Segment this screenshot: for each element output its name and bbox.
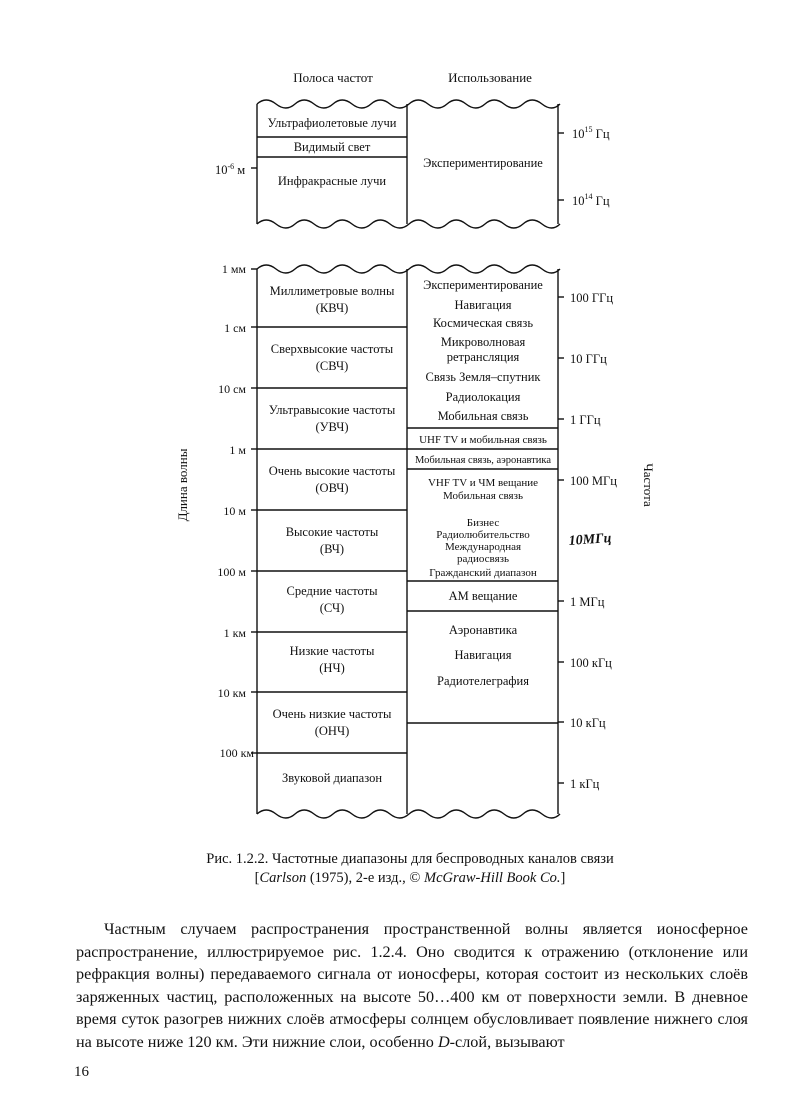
frequency-1e15hz: $10^{15}$ Гц bbox=[572, 125, 610, 141]
usage-item: Мобильная связь bbox=[443, 490, 523, 502]
wavelength-label: 10 км bbox=[217, 686, 246, 700]
usage-labels bbox=[415, 278, 551, 688]
band-ultraviolet: Ультрафиолетовые лучи bbox=[267, 116, 397, 130]
band-vlf: Очень низкие частоты (ОНЧ) bbox=[272, 707, 392, 738]
band-audio: Звуковой диапазон bbox=[281, 771, 383, 785]
usage-item: Навигация bbox=[454, 648, 512, 662]
usage-experimentation-optical: Экспериментирование bbox=[423, 156, 543, 170]
usage-item: Навигация bbox=[454, 298, 512, 312]
caption-publisher: McGraw-Hill Book Co. bbox=[424, 870, 561, 886]
body-paragraph: Частным случаем распространения пространственной волны является ионосферное распространение, иллюстрируемое рис. 1.2.4. Оно сводится к отражению (отклонение или рефракция волны) передаваемого сигнала от ионосферы, которая состоит из нескольких слоёв заряженных частиц, расположенных на высоте 50…400 км от поверхности земли. В дневное время суток разогрев нижних слоёв атмосферы солнцем обусловливает появление нижнего слоя на высоте ниже 120 км. Эти нижние слои, особенно D-слой, вызывают bbox=[76, 920, 748, 1051]
wavelength-label: 1 м bbox=[229, 443, 246, 457]
band-mf: Средние частоты (СЧ) bbox=[286, 584, 378, 615]
band-lf: Низкие частоты (НЧ) bbox=[289, 644, 375, 675]
wavelength-label: 100 км bbox=[219, 746, 254, 760]
frequency-label: 100 МГц bbox=[570, 474, 617, 488]
frequency-label: 100 ГГц bbox=[570, 291, 614, 305]
usage-column-header: Использование bbox=[448, 70, 532, 85]
usage-item: Аэронавтика bbox=[448, 623, 518, 637]
band-infrared: Инфракрасные лучи bbox=[277, 174, 387, 188]
band-column-header: Полоса частот bbox=[293, 70, 373, 85]
band-vhf: Очень высокие частоты (ОВЧ) bbox=[268, 464, 396, 495]
usage-item: Микроволновая bbox=[440, 335, 526, 349]
wavelength-label: 1 см bbox=[224, 321, 246, 335]
usage-item: ретрансляция bbox=[446, 350, 520, 364]
usage-item: Радиолюбительство bbox=[436, 529, 530, 541]
handwritten-annotation: 10МГц bbox=[568, 531, 612, 549]
band-hf: Высокие частоты (ВЧ) bbox=[285, 525, 379, 556]
page-number: 16 bbox=[74, 1064, 89, 1080]
usage-item: AM вещание bbox=[448, 589, 518, 603]
wavelength-label: 10 м bbox=[223, 504, 246, 518]
usage-item: Гражданский диапазон bbox=[429, 567, 537, 579]
usage-item: радиосвязь bbox=[457, 553, 509, 565]
caption-source: [Carlson (1975), 2-е изд., © McGraw-Hill Book Co.] bbox=[254, 870, 566, 886]
usage-item: Бизнес bbox=[466, 517, 500, 529]
usage-item: Связь Земля–спутник bbox=[425, 370, 541, 384]
wavelength-label: 1 км bbox=[223, 626, 246, 640]
band-visible-light: Видимый свет bbox=[293, 140, 371, 154]
usage-item: VHF TV и ЧМ вещание bbox=[427, 477, 539, 489]
frequency-label: 100 кГц bbox=[570, 656, 612, 670]
frequency-label: 10 кГц bbox=[570, 716, 606, 730]
frequency-label: 10 ГГц bbox=[570, 352, 607, 366]
wavelength-label: 10 см bbox=[218, 382, 246, 396]
caption-author: Carlson bbox=[259, 870, 307, 886]
band-uhf: Ультравысокие частоты (УВЧ) bbox=[268, 403, 396, 434]
frequency-label: 1 кГц bbox=[570, 777, 600, 791]
wavelength-axis-label: Длина волны bbox=[175, 448, 190, 522]
usage-item: Экспериментирование bbox=[423, 278, 543, 292]
wavelength-label: 1 мм bbox=[221, 262, 246, 276]
frequency-axis-label: Частота bbox=[641, 463, 656, 507]
usage-item: Радиолокация bbox=[445, 390, 521, 404]
band-ehf: Миллиметровые волны (КВЧ) bbox=[269, 284, 395, 315]
usage-item: Радиотелеграфия bbox=[437, 674, 529, 688]
caption-title: Рис. 1.2.2. Частотные диапазоны для беспроводных каналов связи bbox=[206, 851, 614, 867]
usage-item: Международная bbox=[444, 541, 522, 553]
band-shf: Сверхвысокие частоты (СВЧ) bbox=[270, 342, 394, 373]
usage-item: UHF TV и мобильная связь bbox=[419, 434, 547, 446]
usage-item: Мобильная связь, аэронавтика bbox=[415, 455, 551, 466]
wavelength-label: 100 м bbox=[217, 565, 246, 579]
wavelength-1e-6m: $10^{-6}$ м bbox=[215, 162, 246, 177]
frequency-1e14hz: $10^{14}$ Гц bbox=[572, 192, 610, 208]
usage-item: Космическая связь bbox=[432, 316, 534, 330]
frequency-label: 1 МГц bbox=[570, 595, 605, 609]
figure-caption bbox=[150, 850, 670, 888]
usage-item: Мобильная связь bbox=[437, 409, 529, 423]
frequency-label: 1 ГГц bbox=[570, 413, 601, 427]
